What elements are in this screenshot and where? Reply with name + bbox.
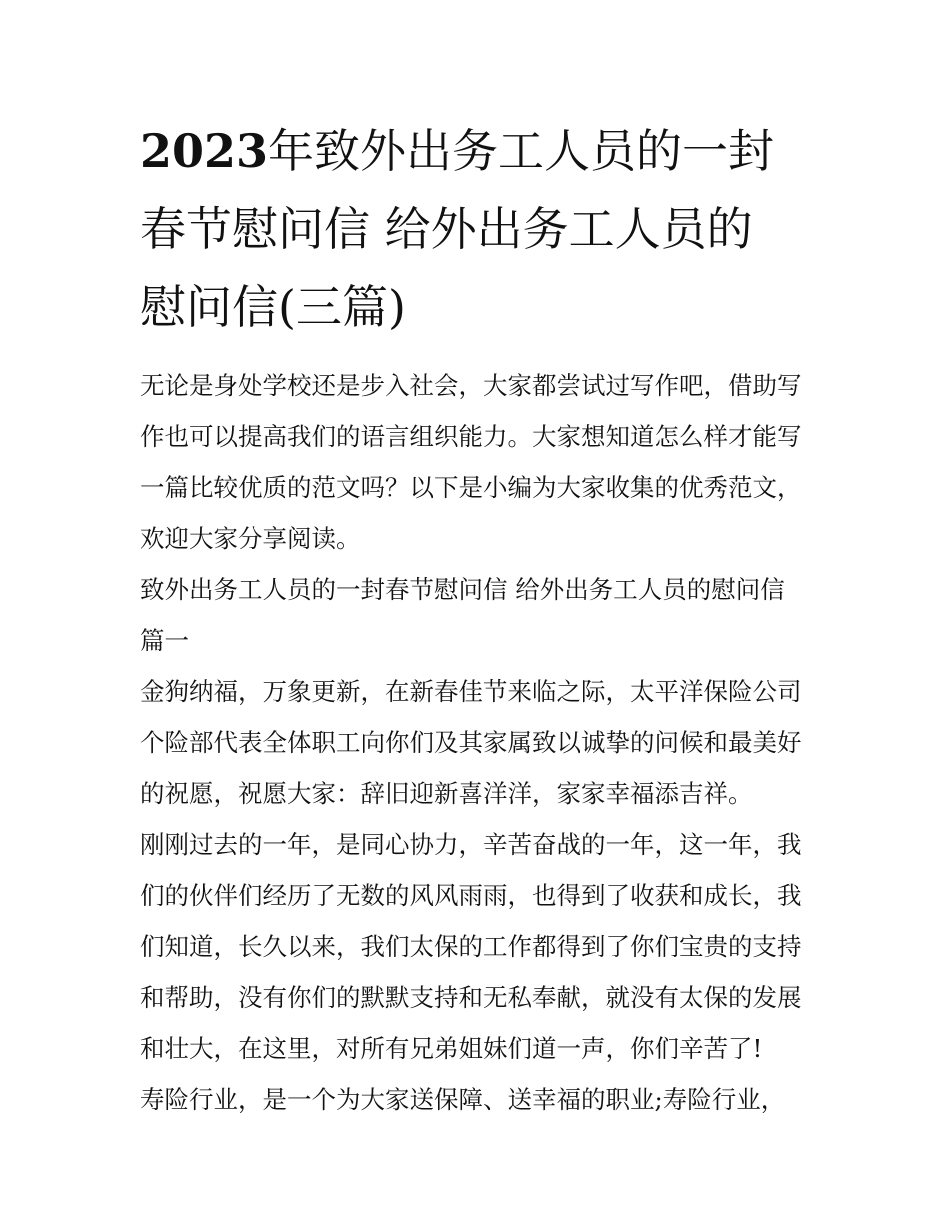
title-line xyxy=(140,190,820,268)
intro-paragraph xyxy=(140,360,820,564)
industry-paragraph xyxy=(140,1074,820,1125)
paragraph-line: 欢迎大家分享阅读。 xyxy=(140,524,361,553)
greeting-paragraph xyxy=(140,666,820,819)
paragraph-line: 寿险行业，是一个为大家送保障、送幸福的职业;寿险行业， xyxy=(140,1085,786,1114)
paragraph-line: 们知道，长久以来，我们太保的工作都得到了你们宝贵的支持 xyxy=(140,932,802,961)
paragraph-line: 无论是身处学校还是步入社会，大家都尝试过写作吧，借助写 xyxy=(140,371,802,400)
paragraph-line: 作也可以提高我们的语言组织能力。大家想知道怎么样才能写 xyxy=(140,422,802,451)
paragraph-line: 一篇比较优质的范文吗？以下是小编为大家收集的优秀范文， xyxy=(140,473,802,502)
paragraph-line: 篇一 xyxy=(140,626,189,655)
paragraph-line: 和帮助，没有你们的默默支持和无私奉献，就没有太保的发展 xyxy=(140,983,802,1012)
paragraph-line: 和壮大，在这里，对所有兄弟姐妹们道一声，你们辛苦了! xyxy=(140,1034,763,1063)
paragraph-line: 们的伙伴们经历了无数的风风雨雨，也得到了收获和成长，我 xyxy=(140,881,802,910)
title-line xyxy=(140,268,820,346)
document-title xyxy=(140,112,820,346)
paragraph-line: 的祝愿，祝愿大家：辞旧迎新喜洋洋，家家幸福添吉祥。 xyxy=(140,779,753,808)
document-content xyxy=(140,112,820,1125)
title-line xyxy=(140,112,820,190)
title-line-text: 慰问信(三篇) xyxy=(140,280,406,334)
title-year: 2023 xyxy=(140,124,269,178)
paragraph-line: 致外出务工人员的一封春节慰问信 给外出务工人员的慰问信 xyxy=(140,575,785,604)
paragraph-line: 刚刚过去的一年，是同心协力，辛苦奋战的一年，这一年，我 xyxy=(140,830,802,859)
paragraph-line: 个险部代表全体职工向你们及其家属致以诚挚的问候和最美好 xyxy=(140,728,802,757)
paragraph-line: 金狗纳福，万象更新，在新春佳节来临之际，太平洋保险公司 xyxy=(140,677,802,706)
title-line-text: 春节慰问信 给外出务工人员的 xyxy=(140,202,753,256)
review-paragraph xyxy=(140,819,820,1074)
title-line-text: 年致外出务工人员的一封 xyxy=(268,124,775,178)
section-heading xyxy=(140,564,820,666)
